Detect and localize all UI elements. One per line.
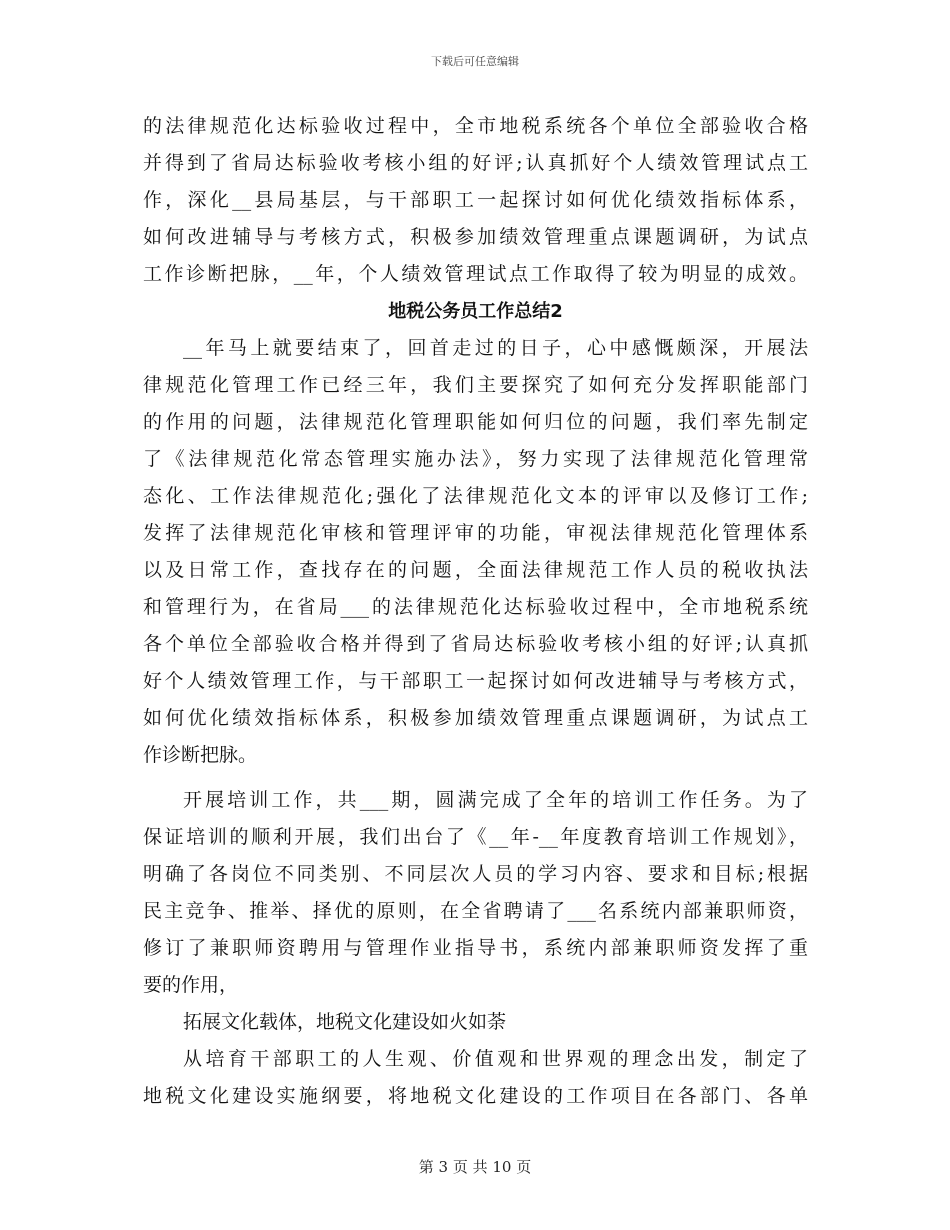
text-line: 发挥了法律规范化审核和管理评审的功能，审视法律规范化管理体系 <box>143 522 808 544</box>
text-line: 各个单位全部验收合格并得到了省局达标验收考核小组的好评;认真抓 <box>143 633 808 655</box>
page-header-note: 下载后可任意编辑 <box>431 55 519 68</box>
text-line: 并得到了省局达标验收考核小组的好评;认真抓好个人绩效管理试点工 <box>143 152 808 174</box>
text-line: 保证培训的顺利开展，我们出台了《__年-__年度教育培训工作规划》， <box>143 826 808 848</box>
text-line: 修订了兼职师资聘用与管理作业指导书，系统内部兼职师资发挥了重 <box>143 937 808 959</box>
text-line: 的作用的问题，法律规范化管理职能如何归位的问题，我们率先制定 <box>143 411 808 433</box>
text-line: 了《法律规范化常态管理实施办法》，努力实现了法律规范化管理常 <box>143 448 808 470</box>
text-line: 明确了各岗位不同类别、不同层次人员的学习内容、要求和目标;根据 <box>143 863 808 885</box>
section-heading: 地税公务员工作总结2 <box>388 301 563 322</box>
text-line: 和管理行为，在省局___的法律规范化达标验收过程中，全市地税系统 <box>143 596 808 618</box>
text-line: 作，深化__县局基层，与干部职工一起探讨如何优化绩效指标体系， <box>143 189 808 211</box>
paragraph-first-line: 从培育干部职工的人生观、价值观和世界观的理念出发，制定了 <box>183 1048 808 1070</box>
text-line: 工作诊断把脉，__年，个人绩效管理试点工作取得了较为明显的成效。 <box>143 263 808 285</box>
text-line: 律规范化管理工作已经三年，我们主要探究了如何充分发挥职能部门 <box>143 374 808 396</box>
text-line: 的法律规范化达标验收过程中，全市地税系统各个单位全部验收合格 <box>143 115 808 137</box>
paragraph-first-line: 开展培训工作，共___期，圆满完成了全年的培训工作任务。为了 <box>183 789 808 811</box>
text-line: 好个人绩效管理工作，与干部职工一起探讨如何改进辅导与考核方式， <box>143 670 808 692</box>
text-line: 民主竞争、推举、择优的原则，在全省聘请了___名系统内部兼职师资， <box>143 900 808 922</box>
text-line: 以及日常工作，查找存在的问题，全面法律规范工作人员的税收执法 <box>143 559 808 581</box>
text-line: 如何优化绩效指标体系，积极参加绩效管理重点课题调研，为试点工 <box>143 707 808 729</box>
subsection-heading: 拓展文化载体，地税文化建设如火如荼 <box>183 1011 507 1033</box>
text-line: 态化、工作法律规范化;强化了法律规范化文本的评审以及修订工作; <box>143 485 808 507</box>
paragraph-last-line: 作诊断把脉。 <box>143 744 258 766</box>
text-line: 地税文化建设实施纲要，将地税文化建设的工作项目在各部门、各单 <box>143 1085 808 1107</box>
paragraph-first-line: __年马上就要结束了，回首走过的日子，心中感慨颇深，开展法 <box>183 337 808 359</box>
document-body <box>143 108 808 1115</box>
page-number: 第 3 页 共 10 页 <box>418 1158 532 1176</box>
text-line: 如何改进辅导与考核方式，积极参加绩效管理重点课题调研，为试点 <box>143 226 808 248</box>
paragraph-last-line: 要的作用， <box>143 974 239 996</box>
